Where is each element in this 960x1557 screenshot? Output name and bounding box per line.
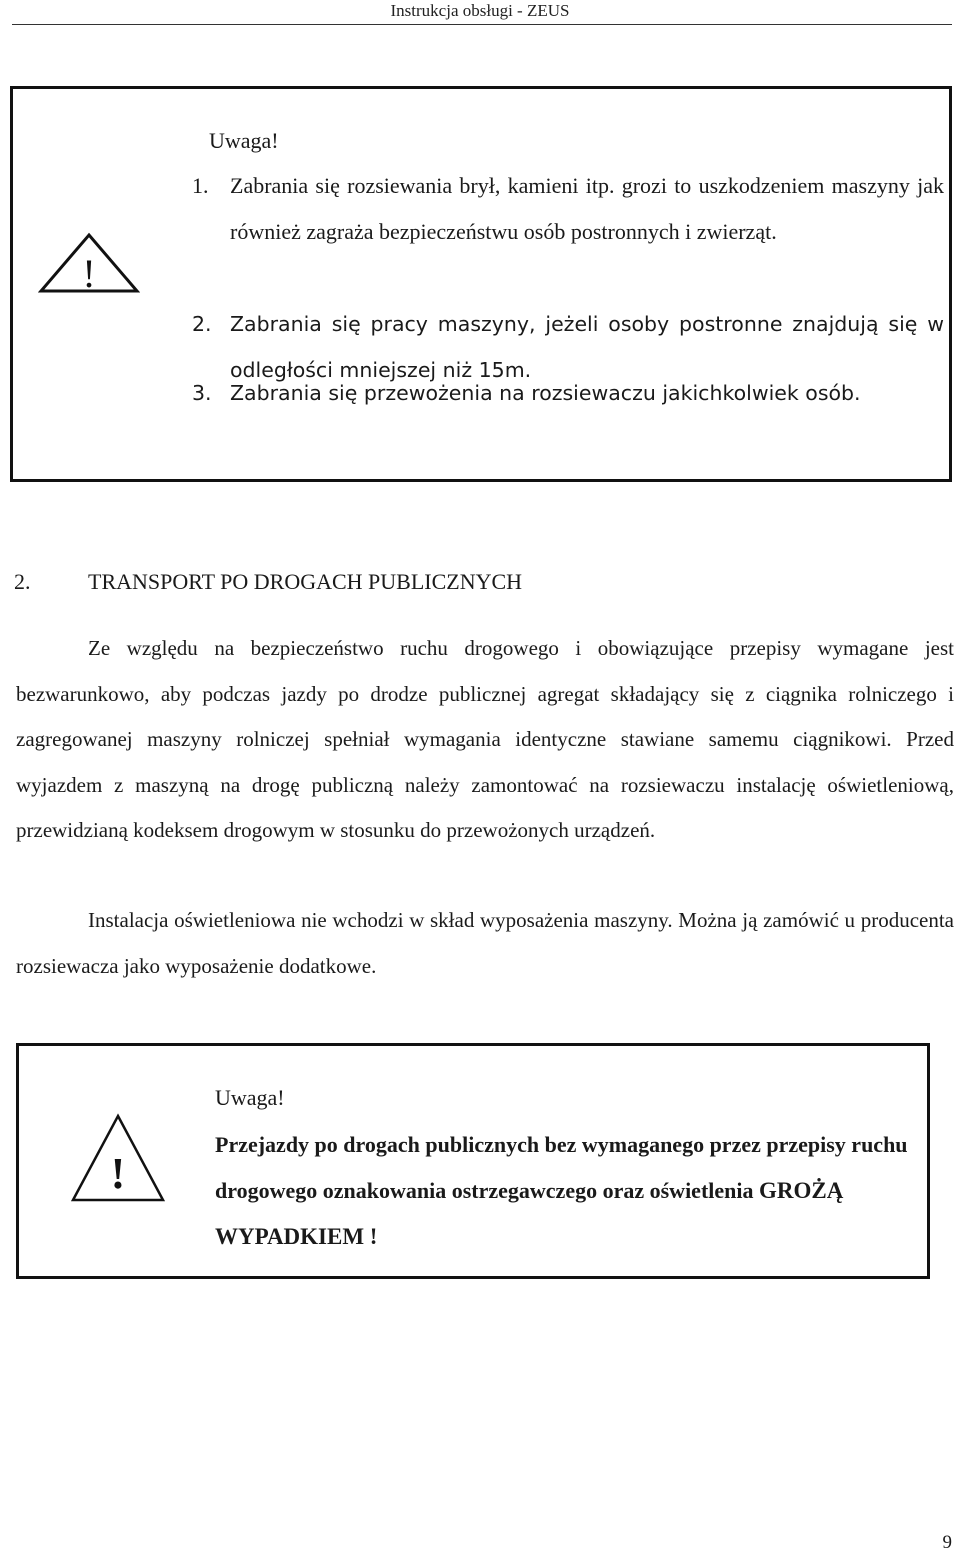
page-header: Instrukcja obsługi - ZEUS bbox=[390, 1, 570, 20]
body-paragraph: Ze względu na bezpieczeństwo ruchu drogowego i obowiązujące przepisy wymagane jest bezwarunkowo, aby podczas jazdy po drodze publicznej agregat składający się z ciągnika rolniczego i zagregowanej maszyny rolniczej spełniał wymagania identyczne stawiane samemu ciągnikowi. Przed wyjazdem z maszyną na drogę publiczną należy zamontować na rozsiewaczu instalację oświetleniową, przewidzianą kodeksem drogowym w stosunku do przewożonych urządzeń. bbox=[16, 636, 954, 842]
warning-item bbox=[192, 370, 944, 416]
warning-triangle-icon bbox=[38, 232, 140, 299]
warning-mark: ! bbox=[110, 1149, 126, 1198]
page-number: 9 bbox=[942, 1532, 952, 1553]
body-paragraph: Instalacja oświetleniowa nie wchodzi w skład wyposażenia maszyny. Można ją zamówić u producenta rozsiewacza jako wyposażenie dodatkowe. bbox=[16, 908, 954, 978]
warning-mark: ! bbox=[82, 251, 96, 294]
item-number: 1. bbox=[192, 173, 209, 198]
warning-triangle-icon bbox=[70, 1112, 166, 1209]
header-rule bbox=[12, 24, 952, 25]
warning-body bbox=[215, 1122, 915, 1260]
section-number: 2. bbox=[14, 569, 31, 594]
section-title: TRANSPORT PO DROGACH PUBLICZNYCH bbox=[88, 569, 523, 594]
warning-text: Przejazdy po drogach publicznych bez wymaganego przez przepisy ruchu drogowego oznakowania ostrzegawczego oraz oświetlenia bbox=[215, 1132, 908, 1203]
warning-title: Uwaga! bbox=[215, 1085, 285, 1110]
warning-emphasis: GROŻĄ WYPADKIEM ! bbox=[215, 1178, 844, 1249]
item-number: 2. bbox=[192, 312, 212, 336]
warning-title: Uwaga! bbox=[209, 128, 279, 153]
warning-item bbox=[192, 163, 944, 255]
item-number: 3. bbox=[192, 381, 212, 405]
item-text: Zabrania się przewożenia na rozsiewaczu jakichkolwiek osób. bbox=[230, 381, 861, 405]
warning-box-1 bbox=[10, 86, 952, 482]
item-text: Zabrania się rozsiewania brył, kamieni itp. grozi to uszkodzeniem maszyny jak również zagraża bezpieczeństwu osób postronnych i zwierząt. bbox=[230, 173, 944, 244]
item-text: Zabrania się pracy maszyny, jeżeli osoby postronne znajdują się w odległości mniejszej niż 15m. bbox=[230, 312, 944, 382]
section-heading bbox=[14, 564, 522, 600]
